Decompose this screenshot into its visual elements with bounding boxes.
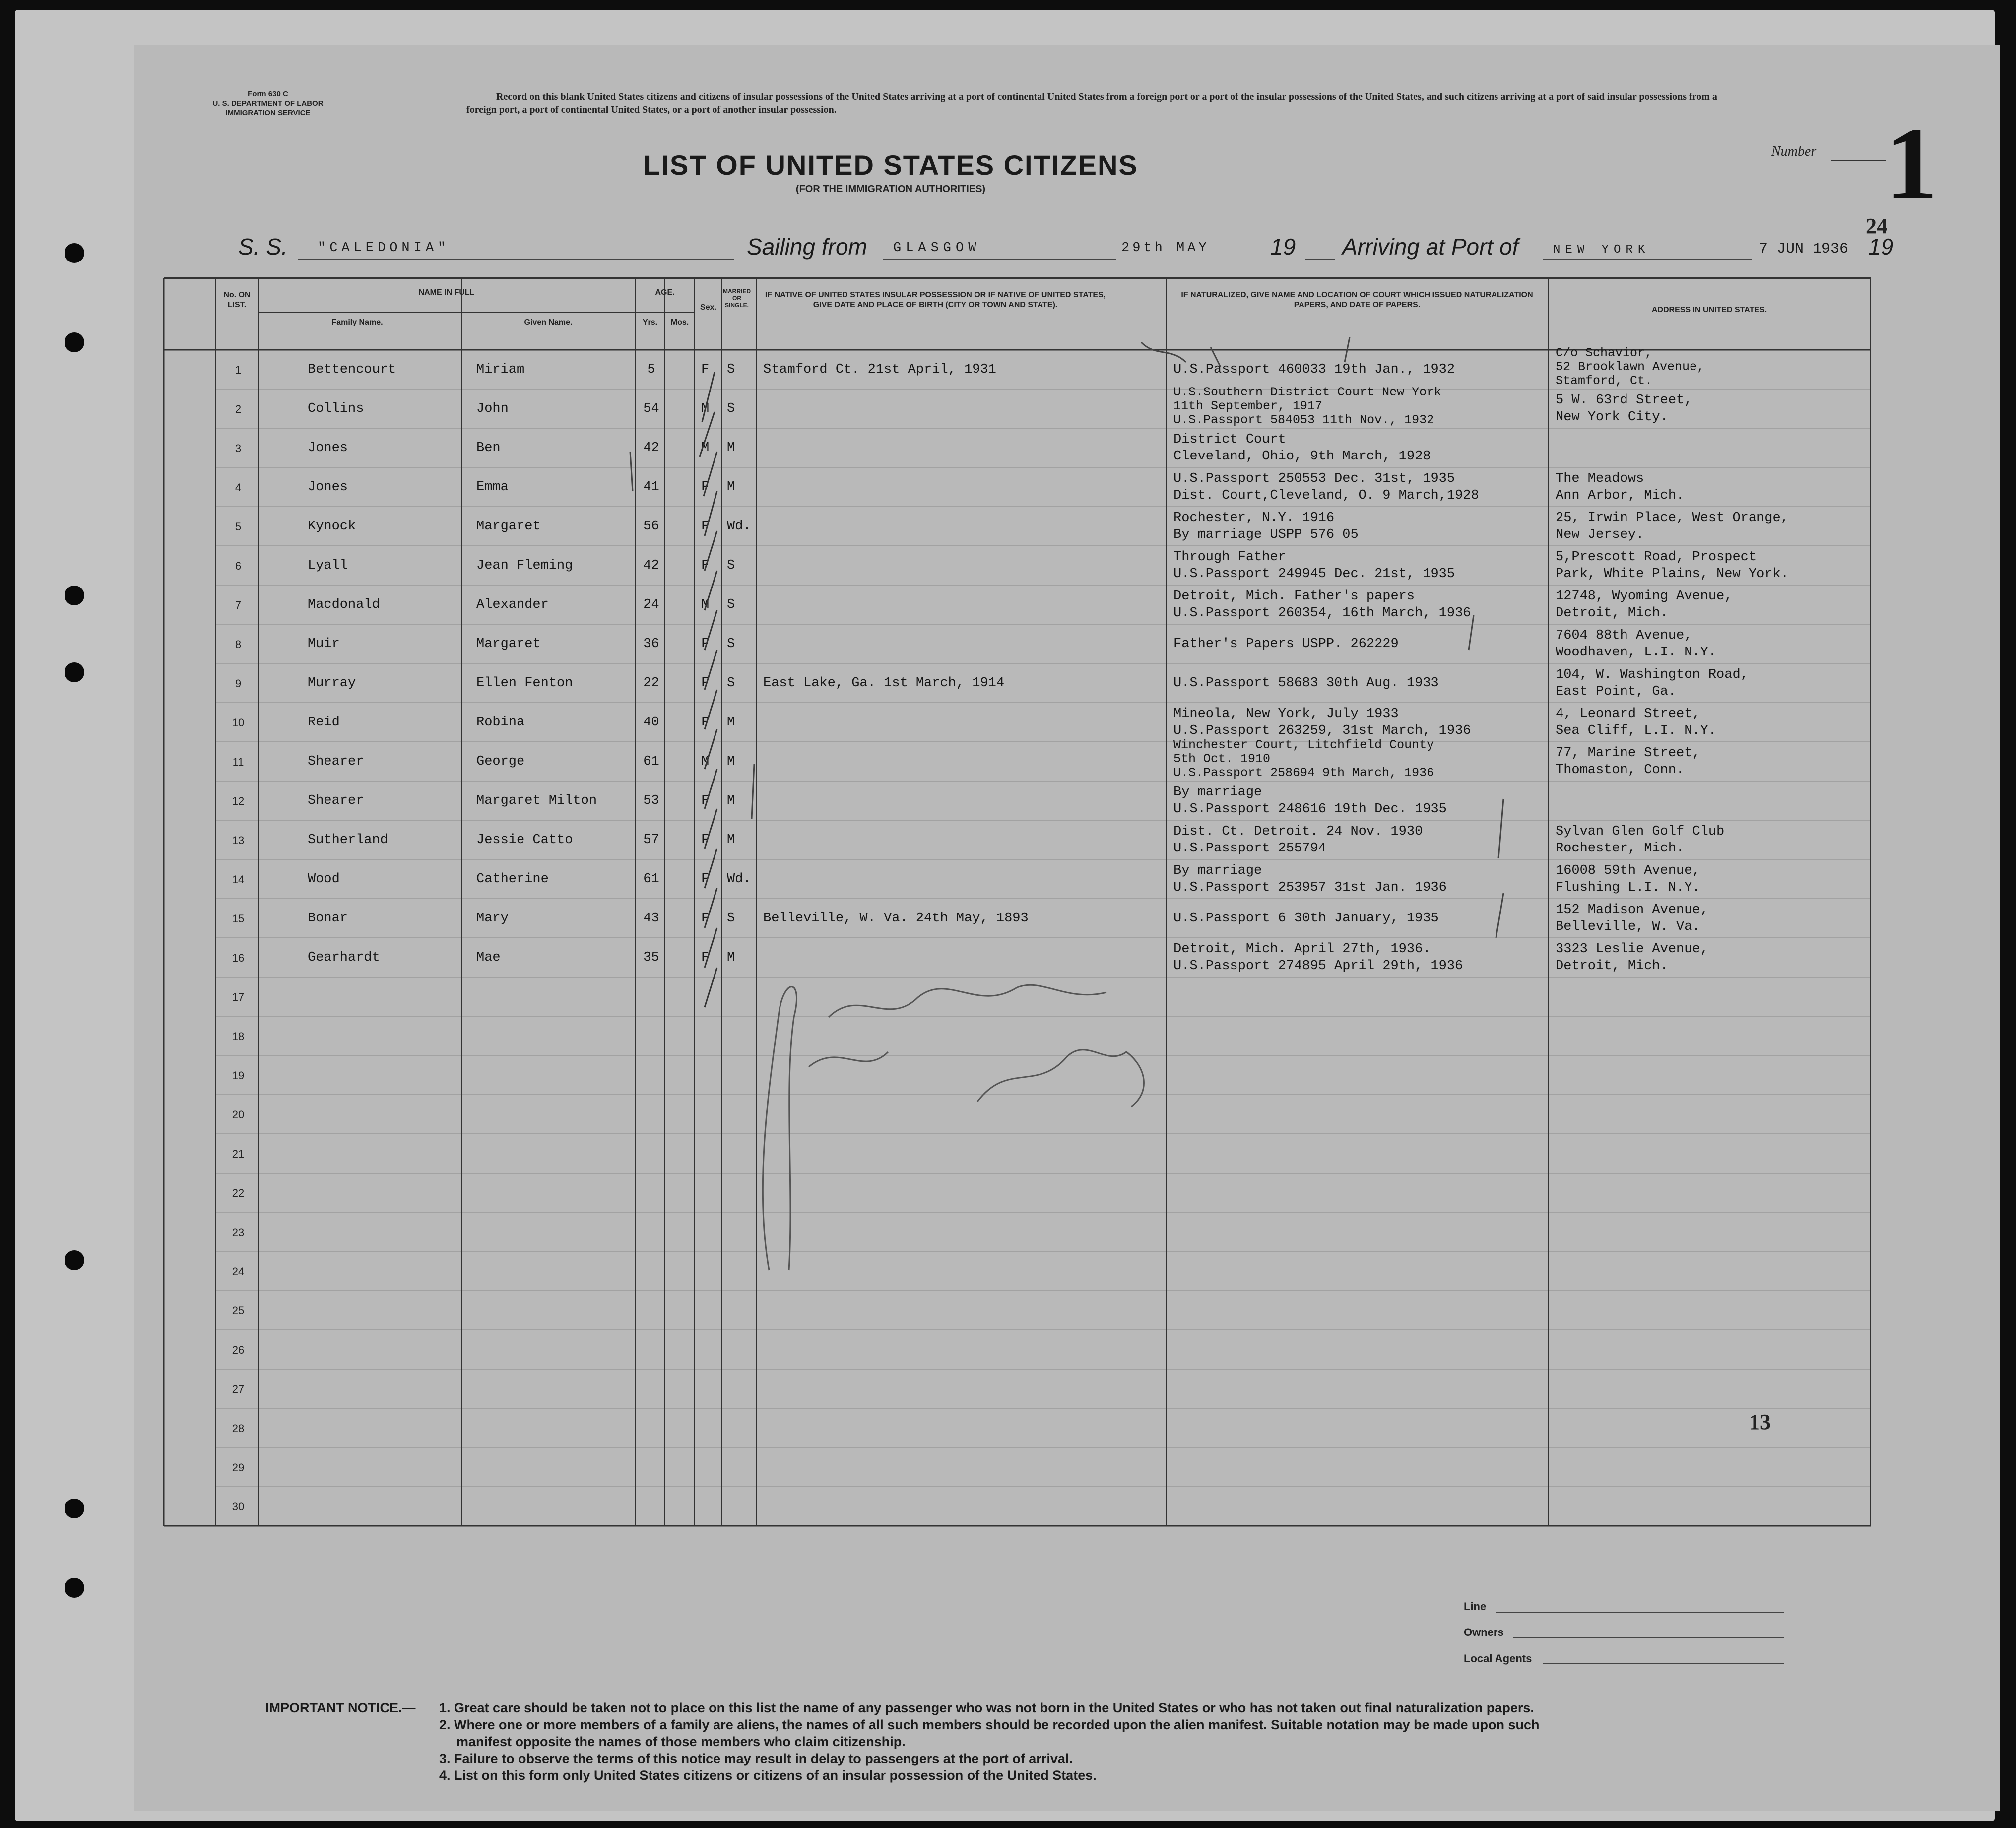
signature-stroke: [809, 1050, 1144, 1107]
age-years: 61: [643, 872, 659, 887]
address-line: Park, White Plains, New York.: [1556, 567, 1789, 582]
marital-status: S: [727, 401, 735, 416]
agents-underline: [1543, 1663, 1784, 1664]
row-number: 1: [235, 364, 242, 376]
address-line: 5 W. 63rd Street,: [1556, 393, 1692, 408]
sex: M: [701, 597, 710, 612]
given-name: Jessie Catto: [476, 833, 573, 848]
col-header-age: AGE.: [655, 288, 675, 297]
address-line: Sylvan Glen Golf Club: [1556, 824, 1725, 839]
col-header-yrs: Yrs.: [642, 318, 658, 326]
marital-status: Wd.: [727, 872, 751, 887]
col-header-mos: Mos.: [670, 318, 689, 326]
col-header-no: No. ON LIST.: [223, 291, 251, 309]
family-name: Shearer: [308, 793, 364, 808]
address-line: New York City.: [1556, 410, 1668, 425]
ss-label: S. S.: [238, 234, 288, 260]
sex: M: [701, 401, 710, 416]
notice-item-2-cont: manifest opposite the names of those members who claim citizenship.: [456, 1734, 906, 1749]
year-suffix: 19: [1868, 234, 1894, 260]
line-underline: [1496, 1612, 1784, 1613]
marital-status: M: [727, 833, 735, 848]
naturalization-detail: Rochester, N.Y. 1916: [1173, 511, 1335, 525]
age-years: 54: [643, 401, 659, 416]
age-years: 42: [643, 441, 659, 456]
row-number: 24: [232, 1265, 245, 1278]
row-number: 2: [235, 403, 242, 415]
punch-hole: [65, 586, 84, 605]
address-line: Belleville, W. Va.: [1556, 919, 1700, 934]
naturalization-detail: U.S.Passport 258694 9th March, 1936: [1173, 766, 1434, 780]
form-number: Form 630 C: [248, 90, 288, 98]
punch-hole: [65, 1250, 84, 1270]
row-number: 21: [232, 1148, 245, 1160]
page-number-top: 24: [1866, 214, 1887, 238]
naturalization-detail: By marriage: [1173, 785, 1262, 800]
sex: F: [701, 480, 710, 495]
family-name: Reid: [308, 715, 340, 730]
naturalization-detail: By marriage: [1173, 863, 1262, 878]
marital-status: M: [727, 715, 735, 730]
birth-place-date: Belleville, W. Va. 24th May, 1893: [763, 911, 1029, 926]
row-number: 13: [232, 834, 245, 847]
form-instructions: Record on this blank United States citizens and citizens of insular possessions of the United States arriving at a port of continental United States from a foreign port or a port of the insular possessions of the United States, and such citizens arriving at a port of said insular possessions from a foreign port, a port of continental United States, or a port of another insular possession.: [466, 91, 1717, 115]
family-name: Muir: [308, 637, 340, 652]
row-number: 25: [232, 1305, 245, 1317]
age-years: 43: [643, 911, 659, 926]
age-years: 42: [643, 558, 659, 573]
marital-status: M: [727, 793, 735, 808]
owners-underline: [1513, 1637, 1784, 1638]
age-years: 22: [643, 676, 659, 691]
naturalization-detail: U.S.Passport 253957 31st Jan. 1936: [1173, 880, 1447, 895]
row-number: 8: [235, 638, 242, 651]
arrival-date-stamp: 7 JUN 1936: [1759, 241, 1849, 258]
naturalization-detail: Mineola, New York, July 1933: [1173, 707, 1399, 721]
age-years: 61: [643, 754, 659, 769]
given-name: Ben: [476, 441, 501, 456]
address-line: Sea Cliff, L.I. N.Y.: [1556, 723, 1717, 738]
row-number: 18: [232, 1030, 245, 1043]
marital-status: S: [727, 597, 735, 612]
age-years: 36: [643, 637, 659, 652]
row-number: 23: [232, 1226, 245, 1239]
address-line: 5,Prescott Road, Prospect: [1556, 550, 1757, 565]
punch-hole: [65, 662, 84, 682]
sex: F: [701, 362, 710, 377]
row-number: 14: [232, 873, 245, 886]
address-line: 12748, Wyoming Avenue,: [1556, 589, 1733, 604]
age-years: 24: [643, 597, 659, 612]
given-name: Robina: [476, 715, 525, 730]
address-line: Rochester, Mich.: [1556, 841, 1685, 856]
sex: F: [701, 950, 710, 965]
row-number: 29: [232, 1461, 245, 1474]
marital-status: M: [727, 950, 735, 965]
row-number: 3: [235, 442, 242, 455]
address-line: East Point, Ga.: [1556, 684, 1677, 699]
address-line: 16008 59th Avenue,: [1556, 863, 1700, 878]
family-name: Macdonald: [308, 597, 380, 612]
row-number: 15: [232, 913, 245, 925]
sailing-from-label: Sailing from: [747, 234, 867, 260]
naturalization-detail: U.S.Passport 6 30th January, 1935: [1173, 911, 1439, 926]
punch-hole: [65, 1578, 84, 1598]
page-subtitle: (FOR THE IMMIGRATION AUTHORITIES): [795, 184, 986, 195]
address-line: 3323 Leslie Avenue,: [1556, 942, 1708, 957]
notice-lead: IMPORTANT NOTICE.—: [265, 1700, 416, 1715]
given-name: John: [476, 401, 509, 416]
address-line: 52 Brooklawn Avenue,: [1556, 360, 1705, 374]
row-number: 7: [235, 599, 242, 611]
naturalization-detail: District Court: [1173, 432, 1286, 447]
naturalization-detail: Detroit, Mich. Father's papers: [1173, 589, 1415, 604]
departure-port: GLASGOW: [893, 241, 981, 256]
manifest-page: [134, 45, 2000, 1811]
year-prefix: 19: [1270, 234, 1296, 260]
naturalization-detail: U.S.Southern District Court New York: [1173, 385, 1442, 399]
row-number: 20: [232, 1109, 245, 1121]
birth-place-date: East Lake, Ga. 1st March, 1914: [763, 676, 1005, 691]
check-marks: [630, 452, 1503, 938]
family-name: Bettencourt: [308, 362, 396, 377]
row-number: 10: [232, 717, 245, 729]
sex: M: [701, 754, 710, 769]
marital-status: Wd.: [727, 519, 751, 534]
row-number: 11: [232, 756, 244, 768]
naturalization-detail: U.S.Passport 58683 30th Aug. 1933: [1173, 676, 1439, 691]
given-name: Ellen Fenton: [476, 676, 573, 691]
given-name: Mary: [476, 911, 509, 926]
notice-item-4: 4. List on this form only United States citizens or citizens of an insular possession of the United States.: [439, 1768, 1097, 1783]
family-name: Murray: [308, 676, 356, 691]
naturalization-detail: U.S.Passport 263259, 31st March, 1936: [1173, 723, 1471, 738]
row-number: 17: [232, 991, 245, 1003]
address-line: 4, Leonard Street,: [1556, 707, 1700, 721]
given-name: Mae: [476, 950, 501, 965]
sex: M: [701, 441, 710, 456]
age-years: 35: [643, 950, 659, 965]
owners-label: Owners: [1464, 1626, 1504, 1638]
age-years: 53: [643, 793, 659, 808]
address-line: Thomaston, Conn.: [1556, 763, 1685, 778]
col-header-given: Given Name.: [524, 318, 573, 326]
sex: F: [701, 558, 710, 573]
naturalization-detail: U.S.Passport 260354, 16th March, 1936: [1173, 606, 1471, 621]
col-header-naturalized: IF NATURALIZED, GIVE NAME AND LOCATION OF COURT WHICH ISSUED NATURALIZATION PAPERS, AND DATE OF PAPERS.: [1181, 291, 1533, 309]
line-label: Line: [1464, 1600, 1487, 1613]
row-number: 19: [232, 1069, 245, 1082]
handwritten-annotations: [134, 45, 2000, 1811]
naturalization-detail: U.S.Passport 584053 11th Nov., 1932: [1173, 413, 1434, 427]
address-line: 77, Marine Street,: [1556, 746, 1700, 761]
row-number: 16: [232, 952, 245, 964]
given-name: Margaret: [476, 637, 541, 652]
signature-stroke: [829, 985, 1106, 1017]
naturalization-detail: U.S.Passport 250553 Dec. 31st, 1935: [1173, 471, 1455, 486]
col-header-address: ADDRESS IN UNITED STATES.: [1651, 306, 1767, 314]
naturalization-detail: Detroit, Mich. April 27th, 1936.: [1173, 942, 1431, 957]
marital-status: M: [727, 754, 735, 769]
age-years: 40: [643, 715, 659, 730]
address-line: C/o Schavior,: [1556, 346, 1653, 360]
birth-place-date: Stamford Ct. 21st April, 1931: [763, 362, 996, 377]
marital-status: S: [727, 911, 735, 926]
signature-stroke: [763, 987, 796, 1270]
col-header-name: NAME IN FULL: [418, 288, 475, 297]
row-number: 4: [235, 481, 242, 494]
family-name: Shearer: [308, 754, 364, 769]
marital-status: M: [727, 441, 735, 456]
sex: F: [701, 637, 710, 652]
address-line: 104, W. Washington Road,: [1556, 667, 1749, 682]
given-name: Jean Fleming: [476, 558, 573, 573]
row-number: 22: [232, 1187, 245, 1199]
col-header-married: MARRIED OR SINGLE.: [723, 288, 751, 309]
row-number: 6: [235, 560, 242, 572]
row-number: 9: [235, 677, 242, 690]
address-line: Woodhaven, L.I. N.Y.: [1556, 645, 1717, 660]
departure-date: 29th MAY: [1121, 241, 1210, 256]
naturalization-detail: Cleveland, Ohio, 9th March, 1928: [1173, 449, 1431, 464]
marital-status: M: [727, 480, 735, 495]
row-number: 5: [235, 521, 242, 533]
punch-hole: [65, 332, 84, 352]
marital-status: S: [727, 558, 735, 573]
given-name: Miriam: [476, 362, 525, 377]
age-years: 5: [647, 362, 655, 377]
family-name: Jones: [308, 441, 348, 456]
row-number: 27: [232, 1383, 245, 1395]
family-name: Jones: [308, 480, 348, 495]
naturalization-detail: By marriage USPP 576 05: [1173, 527, 1359, 542]
address-line: The Meadows: [1556, 471, 1644, 486]
sex: F: [701, 519, 710, 534]
notice-item-3: 3. Failure to observe the terms of this notice may result in delay to passengers at the port of arrival.: [439, 1751, 1073, 1766]
address-line: Ann Arbor, Mich.: [1556, 488, 1685, 503]
naturalization-detail: Dist. Court,Cleveland, O. 9 March,1928: [1173, 488, 1479, 503]
number-label: Number: [1771, 144, 1817, 159]
naturalization-detail: U.S.Passport 274895 April 29th, 1936: [1173, 959, 1463, 974]
ship-name: "CALEDONIA": [318, 241, 450, 256]
row-number: 26: [232, 1344, 245, 1356]
naturalization-detail: U.S.Passport 248616 19th Dec. 1935: [1173, 802, 1447, 817]
given-name: Emma: [476, 480, 509, 495]
address-line: 152 Madison Avenue,: [1556, 903, 1708, 917]
family-name: Kynock: [308, 519, 356, 534]
address-line: New Jersey.: [1556, 527, 1644, 542]
service-name: IMMIGRATION SERVICE: [225, 109, 311, 117]
row-number: 12: [232, 795, 245, 807]
age-years: 41: [643, 480, 659, 495]
naturalization-detail: Father's Papers USPP. 262229: [1173, 637, 1399, 652]
age-years: 57: [643, 833, 659, 848]
family-name: Wood: [308, 872, 340, 887]
address-line: 25, Irwin Place, West Orange,: [1556, 511, 1789, 525]
naturalization-detail: Through Father: [1173, 550, 1286, 565]
given-name: Margaret Milton: [476, 793, 597, 808]
address-line: Stamford, Ct.: [1556, 374, 1653, 388]
arriving-label: Arriving at Port of: [1342, 234, 1519, 260]
given-name: Catherine: [476, 872, 549, 887]
department-name: U. S. DEPARTMENT OF LABOR: [212, 99, 324, 108]
naturalization-detail: Winchester Court, Litchfield County: [1173, 738, 1434, 752]
notice-item-1: 1. Great care should be taken not to place on this list the name of any passenger who was not born in the United States or who has not taken out final naturalization papers.: [439, 1700, 1534, 1715]
tally-marks: [700, 372, 717, 1007]
naturalization-detail: U.S.Passport 249945 Dec. 21st, 1935: [1173, 567, 1455, 582]
punch-hole: [65, 1499, 84, 1518]
arrival-port: NEW YORK: [1553, 243, 1650, 257]
col-header-family: Family Name.: [331, 318, 383, 326]
family-name: Sutherland: [308, 833, 389, 848]
given-name: George: [476, 754, 525, 769]
naturalization-detail: 11th September, 1917: [1173, 399, 1323, 413]
family-name: Gearhardt: [308, 950, 380, 965]
marital-status: S: [727, 637, 735, 652]
family-name: Bonar: [308, 911, 348, 926]
family-name: Lyall: [308, 558, 348, 573]
list-number: 1: [1886, 106, 1938, 221]
col-header-birth: IF NATIVE OF UNITED STATES INSULAR POSSESSION OR IF NATIVE OF UNITED STATES, GIVE DATE AND PLACE OF BIRTH (CITY OR TOWN AND STATE).: [765, 291, 1106, 309]
naturalization-detail: 5th Oct. 1910: [1173, 752, 1271, 766]
address-line: Detroit, Mich.: [1556, 959, 1668, 974]
col-header-sex: Sex.: [700, 303, 716, 312]
age-years: 56: [643, 519, 659, 534]
row-number: 30: [232, 1501, 245, 1513]
given-name: Alexander: [476, 597, 549, 612]
marital-status: S: [727, 676, 735, 691]
page-title: LIST OF UNITED STATES CITIZENS: [643, 149, 1138, 181]
document-sheet: [15, 10, 1995, 1821]
punch-hole: [65, 243, 84, 263]
marital-status: S: [727, 362, 735, 377]
sex: F: [701, 715, 710, 730]
page-number-bottom: 13: [1749, 1410, 1771, 1434]
address-line: Detroit, Mich.: [1556, 606, 1668, 621]
naturalization-detail: Dist. Ct. Detroit. 24 Nov. 1930: [1173, 824, 1423, 839]
naturalization-detail: U.S.Passport 255794: [1173, 841, 1326, 856]
sex: F: [701, 793, 710, 808]
check-marks: [1141, 337, 1350, 367]
sex: F: [701, 833, 710, 848]
naturalization-detail: U.S.Passport 460033 19th Jan., 1932: [1173, 362, 1455, 377]
row-number: 28: [232, 1422, 245, 1435]
notice-item-2: 2. Where one or more members of a family are aliens, the names of all such members should be recorded upon the alien manifest. Suitable notation may be made upon such: [439, 1717, 1540, 1732]
given-name: Margaret: [476, 519, 541, 534]
sex: F: [701, 676, 710, 691]
family-name: Collins: [308, 401, 364, 416]
sex: F: [701, 872, 710, 887]
sex: F: [701, 911, 710, 926]
address-line: Flushing L.I. N.Y.: [1556, 880, 1700, 895]
agents-label: Local Agents: [1464, 1652, 1532, 1665]
address-line: 7604 88th Avenue,: [1556, 628, 1692, 643]
